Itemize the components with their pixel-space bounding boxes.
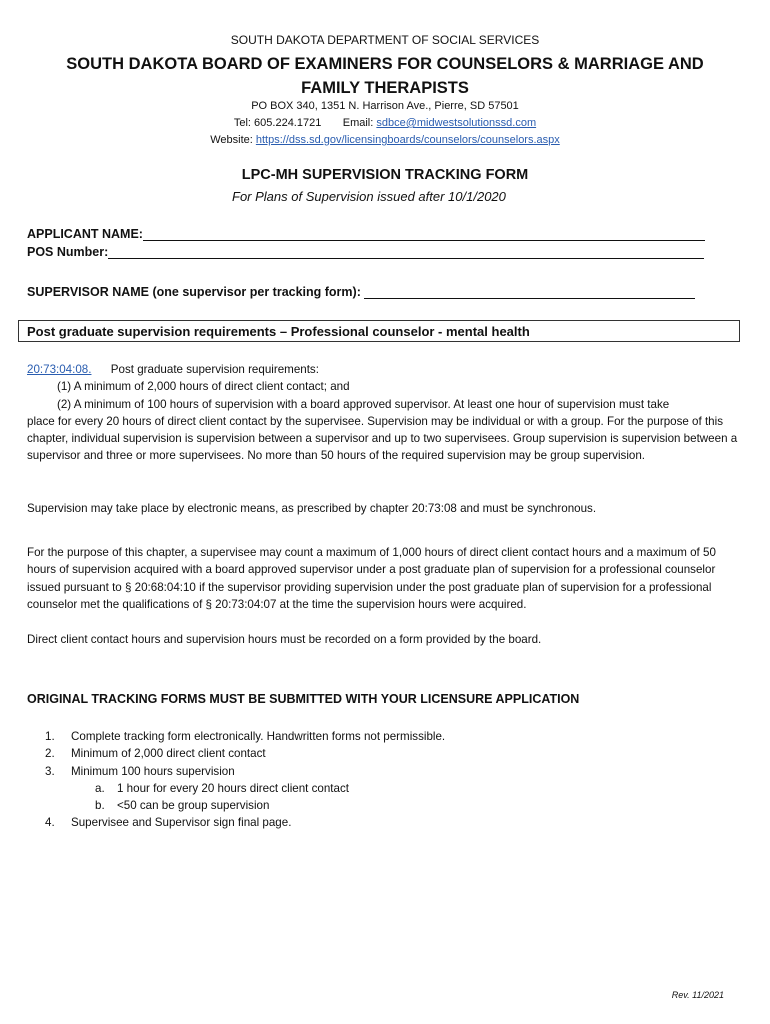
rule-item-1: (1) A minimum of 2,000 hours of direct client contact; and (57, 380, 350, 394)
rule-title: Post graduate supervision requirements: (110, 363, 319, 376)
contact-line (0, 117, 770, 129)
rule-item-2-first-line: (2) A minimum of 100 hours of supervision with a board approved supervisor. At least one hour of supervision must take (57, 397, 670, 411)
website-label: Website: (210, 134, 253, 146)
telephone: Tel: 605.224.1721 (233, 117, 322, 129)
pos-number-row (27, 245, 704, 259)
email-link[interactable]: sdbce@midwestsolutionssd.com (376, 117, 537, 129)
recording-requirement: Direct client contact hours and supervision hours must be recorded on a form provided by the board. (27, 633, 542, 646)
rule-text (27, 361, 745, 465)
list-subitem: b. <50 can be group supervision (95, 799, 270, 813)
form-subtitle: For Plans of Supervision issued after 10/1/2020 (232, 189, 506, 204)
submission-list (45, 728, 445, 832)
applicant-name-row (27, 227, 705, 241)
submission-heading: ORIGINAL TRACKING FORMS MUST BE SUBMITTED WITH YOUR LICENSURE APPLICATION (27, 692, 580, 706)
electronic-supervision-text: Supervision may take place by electronic means, as prescribed by chapter 20:73:08 and must be synchronous. (27, 502, 597, 515)
supervisor-name-row (27, 285, 695, 299)
rule-link[interactable]: 20:73:04:08. (27, 363, 92, 376)
applicant-name-field[interactable] (143, 227, 705, 241)
revision-date: Rev. 11/2021 (671, 990, 724, 1000)
form-title: LPC-MH SUPERVISION TRACKING FORM (241, 167, 529, 183)
applicant-name-label: APPLICANT NAME: (27, 227, 143, 241)
supervisor-name-field[interactable] (364, 285, 695, 299)
email-label: Email: (342, 117, 374, 129)
board-title (0, 52, 770, 100)
board-title-line2: FAMILY THERAPISTS (301, 79, 469, 97)
board-address: PO BOX 340, 1351 N. Harrison Ave., Pierre, SD 57501 (251, 100, 519, 112)
website-link[interactable]: https://dss.sd.gov/licensingboards/counselors/counselors.aspx (255, 134, 560, 146)
department-name: SOUTH DAKOTA DEPARTMENT OF SOCIAL SERVICES (230, 33, 540, 47)
list-item: 3. Minimum 100 hours supervision (45, 764, 235, 778)
board-title-line1: SOUTH DAKOTA BOARD OF EXAMINERS FOR COUNSELORS & MARRIAGE AND (66, 55, 704, 73)
list-item: 1. Complete tracking form electronically. Handwritten forms not permissible. (45, 730, 446, 743)
list-item: 4. Supervisee and Supervisor sign final page. (45, 816, 292, 830)
rule-item-2-continued: place for every 20 hours of direct client contact by the supervisee. Supervision may be individual or with a group. For the purpose of this chapter, individual supervision is supervision between a supervisor and up to two supervisees. Group supervision is supervision between a supervisor and three or more supervisees. No more than 50 hours of the required supervision may be group supervision. (27, 414, 738, 463)
supervisor-name-label: SUPERVISOR NAME (one supervisor per tracking form): (27, 285, 361, 299)
website-line (0, 134, 770, 146)
list-subitem: a. 1 hour for every 20 hours direct client contact (95, 781, 349, 795)
pos-number-label: POS Number: (27, 245, 109, 259)
pos-number-field[interactable] (108, 245, 704, 259)
list-item: 2. Minimum of 2,000 direct client contact (45, 747, 266, 761)
purpose-paragraph: For the purpose of this chapter, a supervisee may count a maximum of 1,000 hours of direct client contact hours and a maximum of 50 hours of supervision acquired with a board approved supervisor under a post graduate plan of supervision for a professional counselor issued pursuant to § 20:68:04:10 if the supervisor providing supervision under the post graduate plan of supervision for a professional counselor met the qualifications of § 20:73:04:07 at the time the supervision hours were acquired. (27, 546, 716, 611)
requirements-box-heading: Post graduate supervision requirements – Professional counselor - mental health (18, 320, 740, 342)
